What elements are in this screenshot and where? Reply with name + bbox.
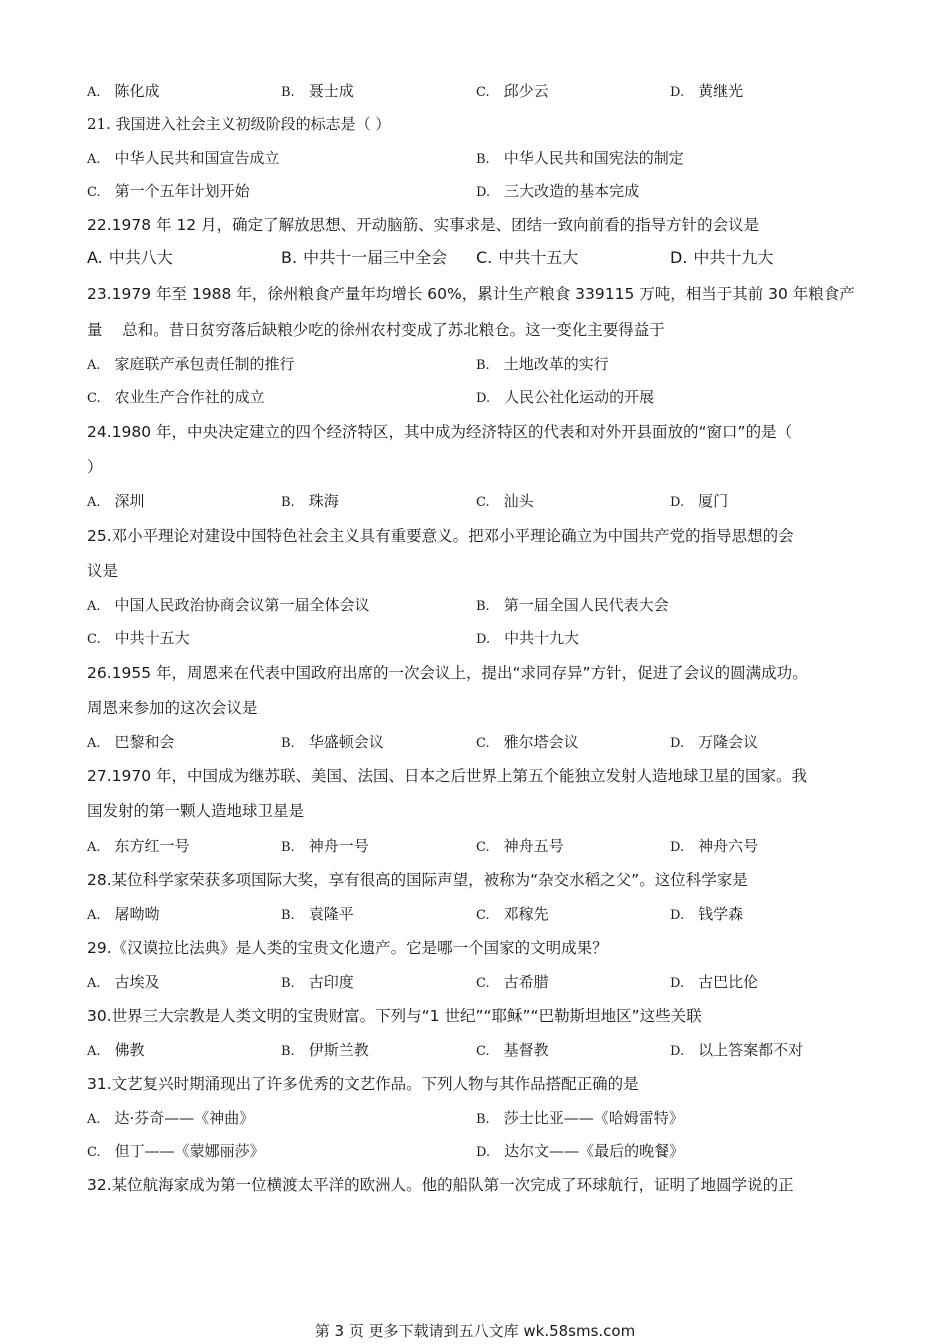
q20-option-d: D. 黄继光 bbox=[670, 82, 744, 100]
q21-option-c: C. 第一个五年计划开始 bbox=[87, 182, 250, 200]
q20-option-b: B. 聂士成 bbox=[281, 82, 354, 100]
q26-stem: 26.1955 年，周恩来在代表中国政府出席的一次会议上，提出“求同存异”方针，促进了会议的圆满成功。 bbox=[87, 664, 808, 682]
q22-option-a: A. 中共八大 bbox=[87, 248, 173, 267]
q32-stem: 32.某位航海家成为第一位横渡太平洋的欧洲人。他的船队第一次完成了环球航行，证明了地圆学说的正 bbox=[87, 1176, 794, 1194]
q27-stem-continued: 国发射的第一颗人造地球卫星是 bbox=[87, 802, 305, 820]
q31-option-b: B. 莎士比亚——《哈姆雷特》 bbox=[476, 1109, 684, 1127]
q30-option-b: B. 伊斯兰教 bbox=[281, 1041, 369, 1059]
q21-option-d: D. 三大改造的基本完成 bbox=[476, 182, 640, 200]
q26-option-b: B. 华盛顿会议 bbox=[281, 733, 384, 751]
q20-option-a: A. 陈化成 bbox=[87, 82, 160, 100]
q25-option-c: C. 中共十五大 bbox=[87, 629, 190, 647]
q20-option-c: C. 邱少云 bbox=[476, 82, 549, 100]
q22-option-c: C. 中共十五大 bbox=[476, 248, 579, 267]
q24-option-b: B. 珠海 bbox=[281, 492, 339, 510]
q23-option-c: C. 农业生产合作社的成立 bbox=[87, 388, 265, 406]
q24-stem-continued: ） bbox=[87, 458, 103, 476]
page-footer: 第 3 页 更多下载请到五八文库 wk.58sms.com bbox=[314, 1322, 636, 1340]
q25-option-b: B. 第一届全国人民代表大会 bbox=[476, 596, 669, 614]
q31-option-a: A. 达·芬奇——《神曲》 bbox=[87, 1109, 255, 1127]
q26-option-a: A. 巴黎和会 bbox=[87, 733, 175, 751]
q25-option-a: A. 中国人民政治协商会议第一届全体会议 bbox=[87, 596, 370, 614]
q29-option-b: B. 古印度 bbox=[281, 973, 354, 991]
q25-stem: 25.邓小平理论对建设中国特色社会主义具有重要意义。把邓小平理论确立为中国共产党的指导思想的会 bbox=[87, 527, 794, 545]
q29-option-a: A. 古埃及 bbox=[87, 973, 160, 991]
q28-option-a: A. 屠呦呦 bbox=[87, 905, 160, 923]
q30-option-c: C. 基督教 bbox=[476, 1041, 549, 1059]
q29-stem: 29.《汉谟拉比法典》是人类的宝贵文化遗产。它是哪一个国家的文明成果？ bbox=[87, 939, 608, 957]
q24-option-c: C. 汕头 bbox=[476, 492, 534, 510]
q30-stem: 30.世界三大宗教是人类文明的宝贵财富。下列与“1 世纪”“耶稣”“巴勒斯坦地区”这些关联 bbox=[87, 1007, 702, 1025]
q27-stem: 27.1970 年，中国成为继苏联、美国、法国、日本之后世界上第五个能独立发射人造地球卫星的国家。我 bbox=[87, 767, 808, 785]
q23-stem: 23.1979 年至 1988 年，徐州粮食产量年均增长 60%，累计生产粮食 339115 万吨，相当于其前 30 年粮食产 bbox=[87, 285, 855, 303]
q28-stem: 28.某位科学家荣获多项国际大奖，享有很高的国际声望，被称为“杂交水稻之父”。这位科学家是 bbox=[87, 871, 748, 889]
q22-stem: 22.1978 年 12 月，确定了解放思想、开动脑筋、实事求是、团结一致向前看的指导方针的会议是 bbox=[87, 216, 760, 234]
q30-option-a: A. 佛教 bbox=[87, 1041, 145, 1059]
q24-option-d: D. 厦门 bbox=[670, 492, 729, 510]
q31-stem: 31.文艺复兴时期涌现出了许多优秀的文艺作品。下列人物与其作品搭配正确的是 bbox=[87, 1075, 639, 1093]
q27-option-a: A. 东方红一号 bbox=[87, 837, 190, 855]
q21-option-b: B. 中华人民共和国宪法的制定 bbox=[476, 149, 684, 167]
q23-stem-continued: 量 总和。昔日贫穷落后缺粮少吃的徐州农村变成了苏北粮仓。这一变化主要得益于 bbox=[87, 321, 665, 339]
q25-stem-continued: 议是 bbox=[87, 562, 119, 580]
q31-option-d: D. 达尔文——《最后的晚餐》 bbox=[476, 1142, 685, 1160]
q27-option-c: C. 神舟五号 bbox=[476, 837, 564, 855]
q25-option-d: D. 中共十九大 bbox=[476, 629, 580, 647]
q21-stem: 21. 我国进入社会主义初级阶段的标志是（ ） bbox=[87, 115, 391, 133]
q22-option-b: B. 中共十一届三中全会 bbox=[281, 248, 448, 267]
q22-option-d: D. 中共十九大 bbox=[670, 248, 774, 267]
q28-option-b: B. 袁隆平 bbox=[281, 905, 354, 923]
q28-option-d: D. 钱学森 bbox=[670, 905, 744, 923]
q26-stem-continued: 周恩来参加的这次会议是 bbox=[87, 699, 258, 717]
q24-stem: 24.1980 年，中央决定建立的四个经济特区，其中成为经济特区的代表和对外开县面放的“窗口”的是（ bbox=[87, 423, 793, 441]
q27-option-b: B. 神舟一号 bbox=[281, 837, 369, 855]
q26-option-c: C. 雅尔塔会议 bbox=[476, 733, 579, 751]
q21-option-a: A. 中华人民共和国宣告成立 bbox=[87, 149, 280, 167]
q29-option-d: D. 古巴比伦 bbox=[670, 973, 759, 991]
q23-option-b: B. 土地改革的实行 bbox=[476, 355, 609, 373]
q29-option-c: C. 古希腊 bbox=[476, 973, 549, 991]
q23-option-a: A. 家庭联产承包责任制的推行 bbox=[87, 355, 295, 373]
q27-option-d: D. 神舟六号 bbox=[670, 837, 759, 855]
q24-option-a: A. 深圳 bbox=[87, 492, 145, 510]
q23-option-d: D. 人民公社化运动的开展 bbox=[476, 388, 655, 406]
q28-option-c: C. 邓稼先 bbox=[476, 905, 549, 923]
q26-option-d: D. 万隆会议 bbox=[670, 733, 759, 751]
q31-option-c: C. 但丁——《蒙娜丽莎》 bbox=[87, 1142, 265, 1160]
q30-option-d: D. 以上答案都不对 bbox=[670, 1041, 804, 1059]
